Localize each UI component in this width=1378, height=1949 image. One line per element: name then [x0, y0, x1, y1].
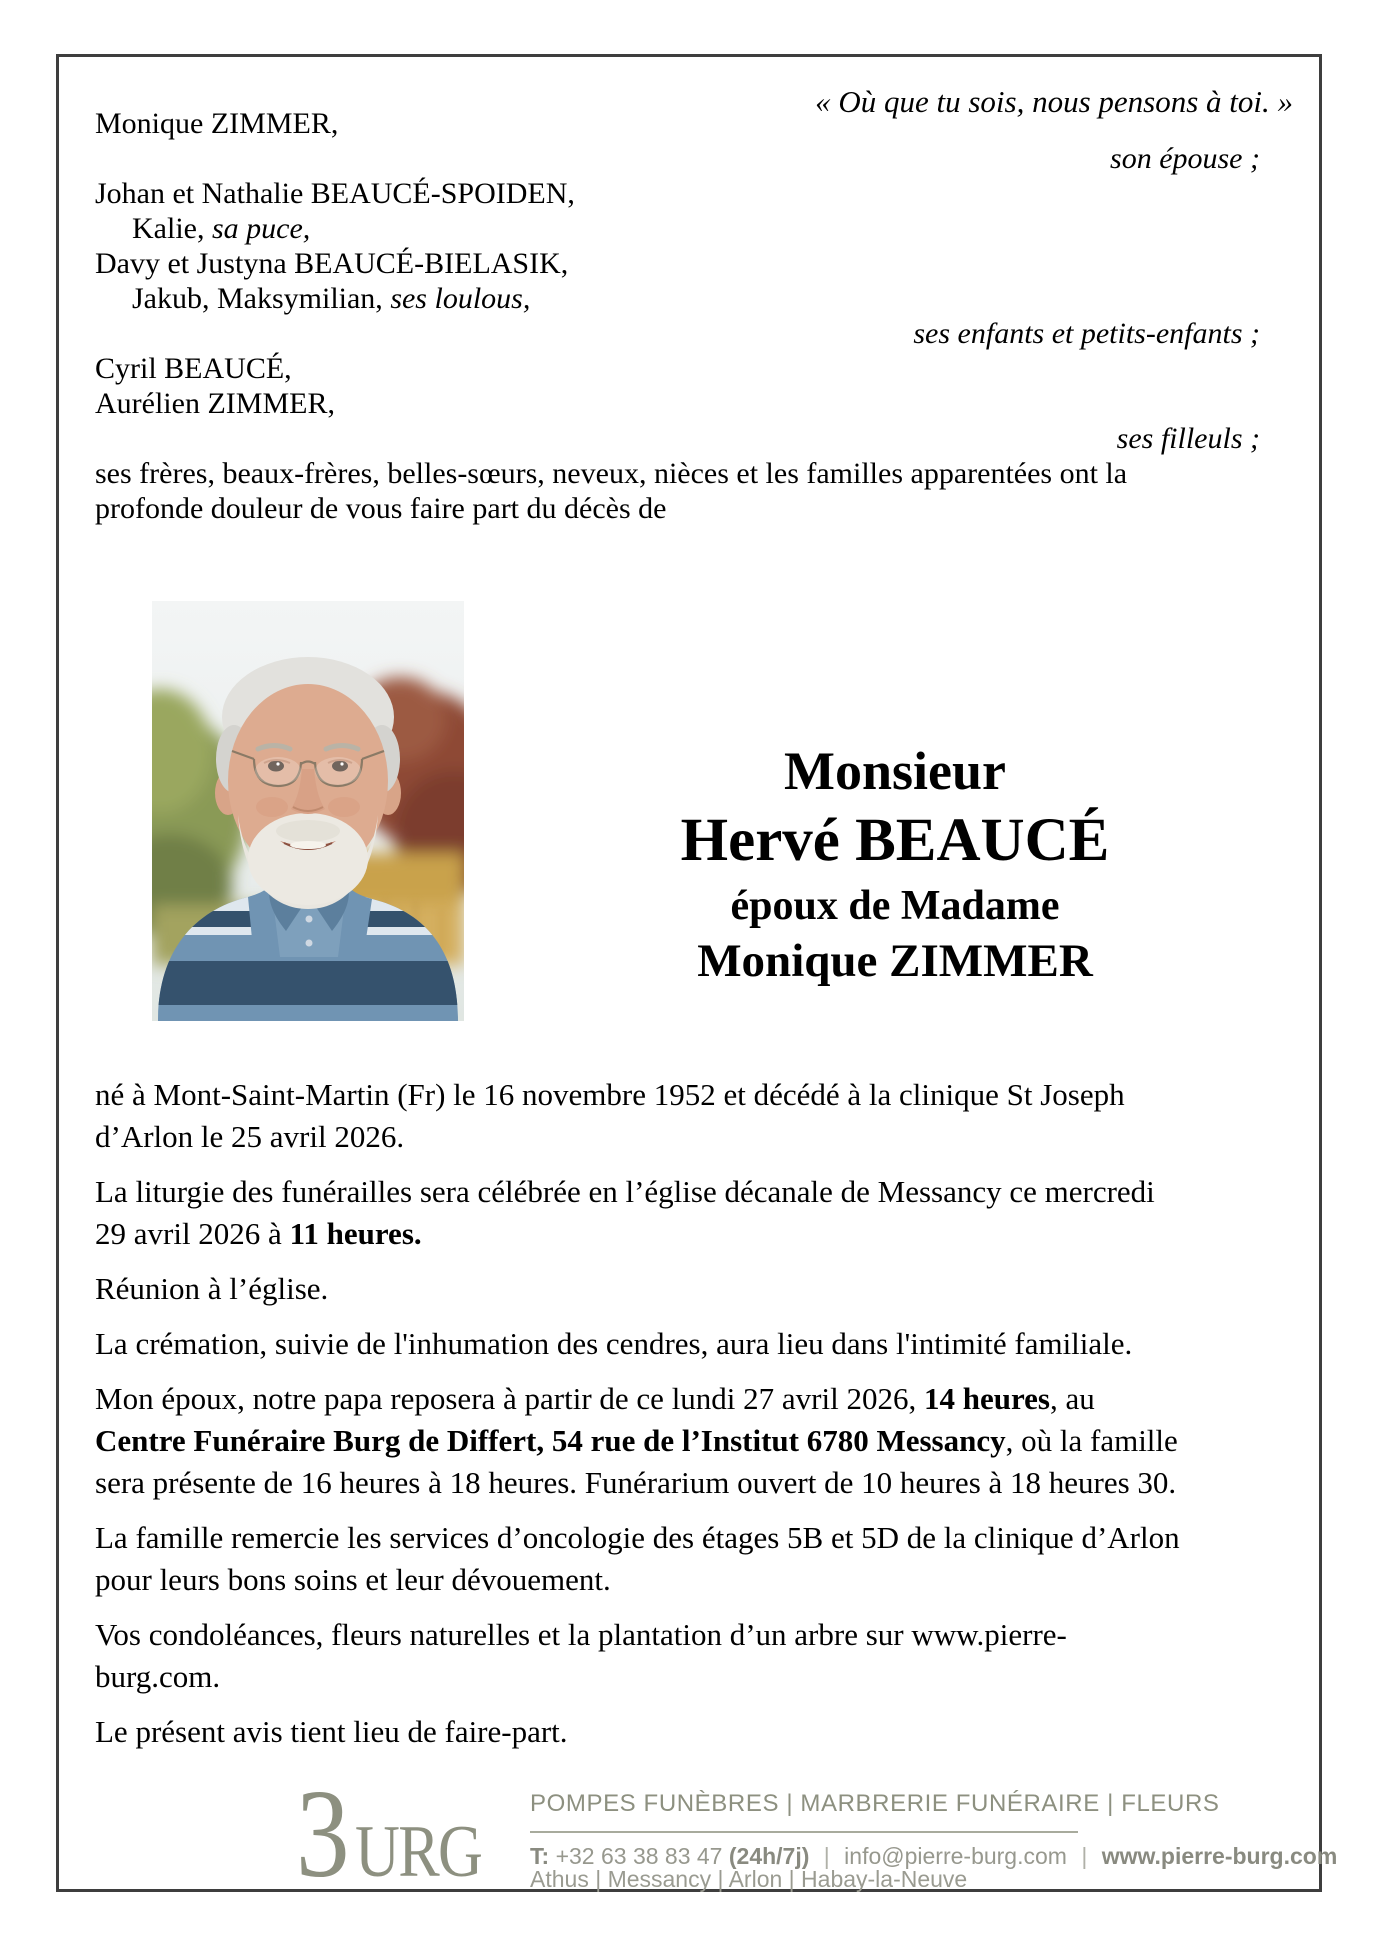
family-line [95, 316, 1260, 351]
text-segment: , où la famille [1005, 1423, 1178, 1458]
text-segment: Réunion à l’église. [95, 1271, 329, 1306]
family-line [95, 281, 1260, 316]
separator-bar: | [1081, 1843, 1088, 1869]
text-segment: La crémation, suivie de l'inhumation des cendres, aura lieu dans l'intimité familiale. [95, 1326, 1133, 1361]
deceased-name: Hervé BEAUCÉ [680, 807, 1110, 874]
family-line [95, 386, 1260, 421]
body-paragraph [95, 1323, 1275, 1365]
text-segment: Aurélien ZIMMER, [95, 387, 335, 420]
text-segment: sa puce, [211, 212, 311, 245]
deceased-subtitle: époux de Madame [730, 883, 1060, 929]
phone-label: T: [530, 1843, 550, 1869]
text-segment: pour leurs bons soins et leur dévouement. [95, 1562, 611, 1597]
text-segment: ses filleuls ; [1116, 422, 1260, 455]
email-text: info@pierre-burg.com [844, 1843, 1067, 1869]
footer-divider [530, 1831, 1078, 1833]
text-segment: La famille remercie les services d’oncologie des étages 5B et 5D de la clinique d’Arlon [95, 1520, 1180, 1555]
family-line [95, 491, 1260, 526]
family-line [95, 456, 1260, 491]
memorial-quote: « Où que tu sois, nous pensons à toi. » [815, 84, 1293, 119]
deceased-spouse-name: Monique ZIMMER [697, 935, 1093, 987]
text-segment: La liturgie des funérailles sera célébrée en l’église décanale de Messancy ce mercredi [95, 1174, 1155, 1209]
portrait-illustration [152, 601, 464, 1021]
footer-cities: Athus | Messancy | Arlon | Habay-la-Neuve [530, 1866, 968, 1892]
body-paragraph [95, 1171, 1275, 1255]
body-paragraph [95, 1378, 1275, 1504]
family-line [95, 211, 1260, 246]
family-line [95, 106, 1260, 141]
deceased-title-block [470, 740, 1320, 990]
text-segment: ses loulous, [390, 282, 531, 315]
text-segment: , au [1050, 1381, 1095, 1416]
text-segment: ses frères, beaux-frères, belles-sœurs, neveux, nièces et les familles apparentées ont la [95, 457, 1128, 490]
body-paragraph [95, 1268, 1275, 1310]
family-line [95, 351, 1260, 386]
text-segment: ses enfants et petits-enfants ; [913, 317, 1260, 350]
text-segment: sera présente de 16 heures à 18 heures. Funérarium ouvert de 10 heures à 18 heures 30. [95, 1465, 1177, 1500]
text-segment: Davy et Justyna BEAUCÉ-BIELASIK, [95, 247, 569, 280]
text-segment: son épouse ; [1110, 142, 1260, 175]
footer-tagline: POMPES FUNÈBRES | MARBRERIE FUNÉRAIRE | FLEURS [530, 1790, 1220, 1817]
text-segment: Kalie, [132, 212, 212, 245]
text-segment: 14 heures [923, 1381, 1050, 1416]
text-segment: né à Mont-Saint-Martin (Fr) le 16 novembre 1952 et décédé à la clinique St Joseph [95, 1077, 1125, 1112]
text-segment: d’Arlon le 25 avril 2026. [95, 1119, 405, 1154]
phone-hours: (24h/7j) [728, 1843, 810, 1869]
separator-bar: | [823, 1843, 830, 1869]
family-line [95, 141, 1260, 176]
announcement-body [95, 1074, 1275, 1766]
body-paragraph [95, 1074, 1275, 1158]
burg-logo-urg: URG [355, 1811, 482, 1893]
text-segment: Centre Funéraire Burg de Differt, 54 rue de l’Institut 6780 Messancy [95, 1423, 1006, 1458]
family-lines-block [95, 106, 1260, 526]
body-paragraph [95, 1711, 1275, 1753]
family-line [95, 246, 1260, 281]
text-segment: Jakub, Maksymilian, [132, 282, 391, 315]
burg-logo [296, 1765, 505, 1904]
text-segment: Cyril BEAUCÉ, [95, 352, 292, 385]
family-line [95, 176, 1260, 211]
website-text: www.pierre-burg.com [1101, 1843, 1338, 1869]
deceased-honorific: Monsieur [784, 741, 1006, 801]
text-segment: Monique ZIMMER, [95, 107, 339, 140]
text-segment: Johan et Nathalie BEAUCÉ-SPOIDEN, [95, 177, 575, 210]
text-segment: Mon époux, notre papa reposera à partir de ce lundi 27 avril 2026, [95, 1381, 924, 1416]
family-line [95, 421, 1260, 456]
text-segment: Vos condoléances, fleurs naturelles et la plantation d’un arbre sur www.pierre- [95, 1617, 1067, 1652]
portrait-photo [152, 601, 464, 1021]
text-segment: 29 avril 2026 à [95, 1216, 290, 1251]
text-segment: 11 heures. [289, 1216, 422, 1251]
text-segment: burg.com. [95, 1659, 221, 1694]
burg-logo-b-glyph: 3 [296, 1765, 350, 1904]
text-segment: profonde douleur de vous faire part du décès de [95, 492, 667, 525]
body-paragraph [95, 1517, 1275, 1601]
body-paragraph [95, 1614, 1275, 1698]
phone-number: +32 63 38 83 47 [555, 1843, 723, 1869]
text-segment: Le présent avis tient lieu de faire-part. [95, 1714, 568, 1749]
